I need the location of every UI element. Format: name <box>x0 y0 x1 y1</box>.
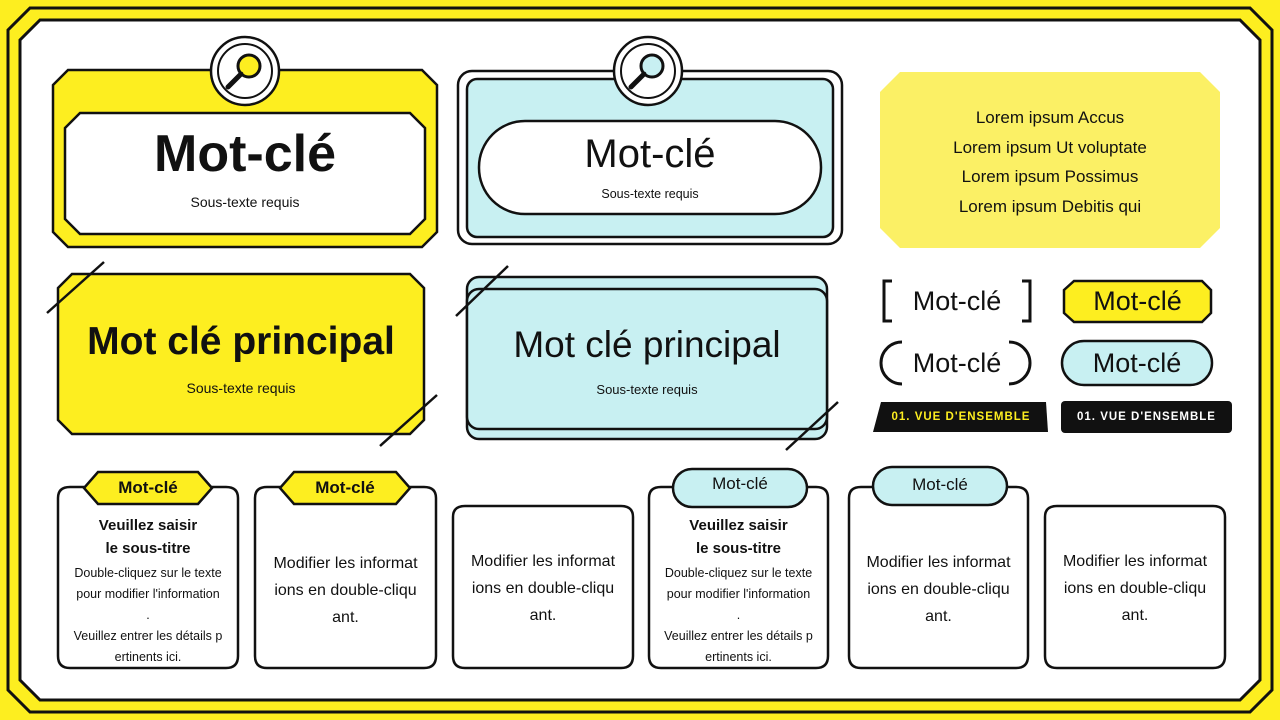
card-subtitle-line: Veuillez saisir <box>689 517 788 534</box>
section-label: 01. VUE D'ENSEMBLE <box>1077 411 1216 423</box>
card-body <box>649 563 828 668</box>
card-body-line: ant. <box>332 609 359 626</box>
card-body-line: pour modifier l'information <box>76 587 220 601</box>
card-badge: Mot-clé <box>712 474 768 493</box>
card-body <box>58 563 238 668</box>
card-subtitle <box>58 514 238 560</box>
card-body-line: ertinents ici. <box>114 650 182 664</box>
top-right-list <box>880 103 1220 221</box>
section-label: 01. VUE D'ENSEMBLE <box>891 411 1031 423</box>
card-badge: Mot-clé <box>912 475 968 494</box>
list-item: Lorem ipsum Ut voluptate <box>953 137 1147 157</box>
keyword-tag: Mot-clé <box>912 286 1002 316</box>
card-body-line: ertinents ici. <box>705 650 772 664</box>
top-left-title: Mot-clé <box>154 125 336 183</box>
top-center-title: Mot-clé <box>584 132 716 176</box>
mid-center-title: Mot clé principal <box>513 324 781 365</box>
card-body-line: ant. <box>1121 607 1149 624</box>
card-body-line: Modifier les informat <box>1062 553 1208 570</box>
card-subtitle-line: le sous-titre <box>105 540 191 557</box>
mid-left-subtitle: Sous-texte requis <box>186 380 296 396</box>
keyword-tag: Mot-clé <box>1092 348 1182 378</box>
card-body-line: Veuillez entrer les détails p <box>664 629 813 643</box>
list-item: Lorem ipsum Accus <box>975 108 1125 127</box>
card-body-line: ions en double-cliqu <box>471 580 615 597</box>
keyword-tag: Mot-clé <box>1093 286 1182 316</box>
top-center-subtitle: Sous-texte requis <box>601 187 699 201</box>
card-body-line: Double-cliquez sur le texte <box>74 566 222 580</box>
card-body <box>255 550 436 631</box>
list-item: Lorem ipsum Debitis qui <box>958 196 1142 216</box>
keyword-tag: Mot-clé <box>912 348 1002 378</box>
card-body-line: Modifier les informat <box>273 555 418 572</box>
card-body-line: Modifier les informat <box>866 554 1011 571</box>
card-body-line: ions en double-cliqu <box>1063 580 1207 597</box>
mid-left-title: Mot clé principal <box>87 320 395 363</box>
card-subtitle <box>649 514 828 560</box>
card-badge: Mot-clé <box>118 478 178 497</box>
list-item: Lorem ipsum Possimus <box>961 167 1139 186</box>
card-body-line: pour modifier l'information <box>666 587 811 601</box>
card-body-line: . <box>736 608 741 622</box>
card-body <box>453 548 633 629</box>
card-body <box>849 549 1028 630</box>
card-body-line: ant. <box>529 607 557 624</box>
top-left-subtitle: Sous-texte requis <box>190 194 300 210</box>
card-subtitle-line: Veuillez saisir <box>98 517 198 534</box>
card-badge: Mot-clé <box>315 478 375 497</box>
search-icon <box>211 37 279 105</box>
card-body-line: . <box>146 608 150 622</box>
card-body <box>1045 548 1225 629</box>
card-body-line: Veuillez entrer les détails p <box>73 629 223 643</box>
card-body-line: ions en double-cliqu <box>867 581 1010 598</box>
mid-center-subtitle: Sous-texte requis <box>596 382 698 397</box>
card-body-line: ant. <box>925 608 952 625</box>
card-body-line: Modifier les informat <box>470 553 616 570</box>
card-subtitle-line: le sous-titre <box>695 540 782 557</box>
card-body-line: ions en double-cliqu <box>274 582 417 599</box>
search-icon <box>614 37 682 105</box>
card-body-line: Double-cliquez sur le texte <box>664 566 813 580</box>
